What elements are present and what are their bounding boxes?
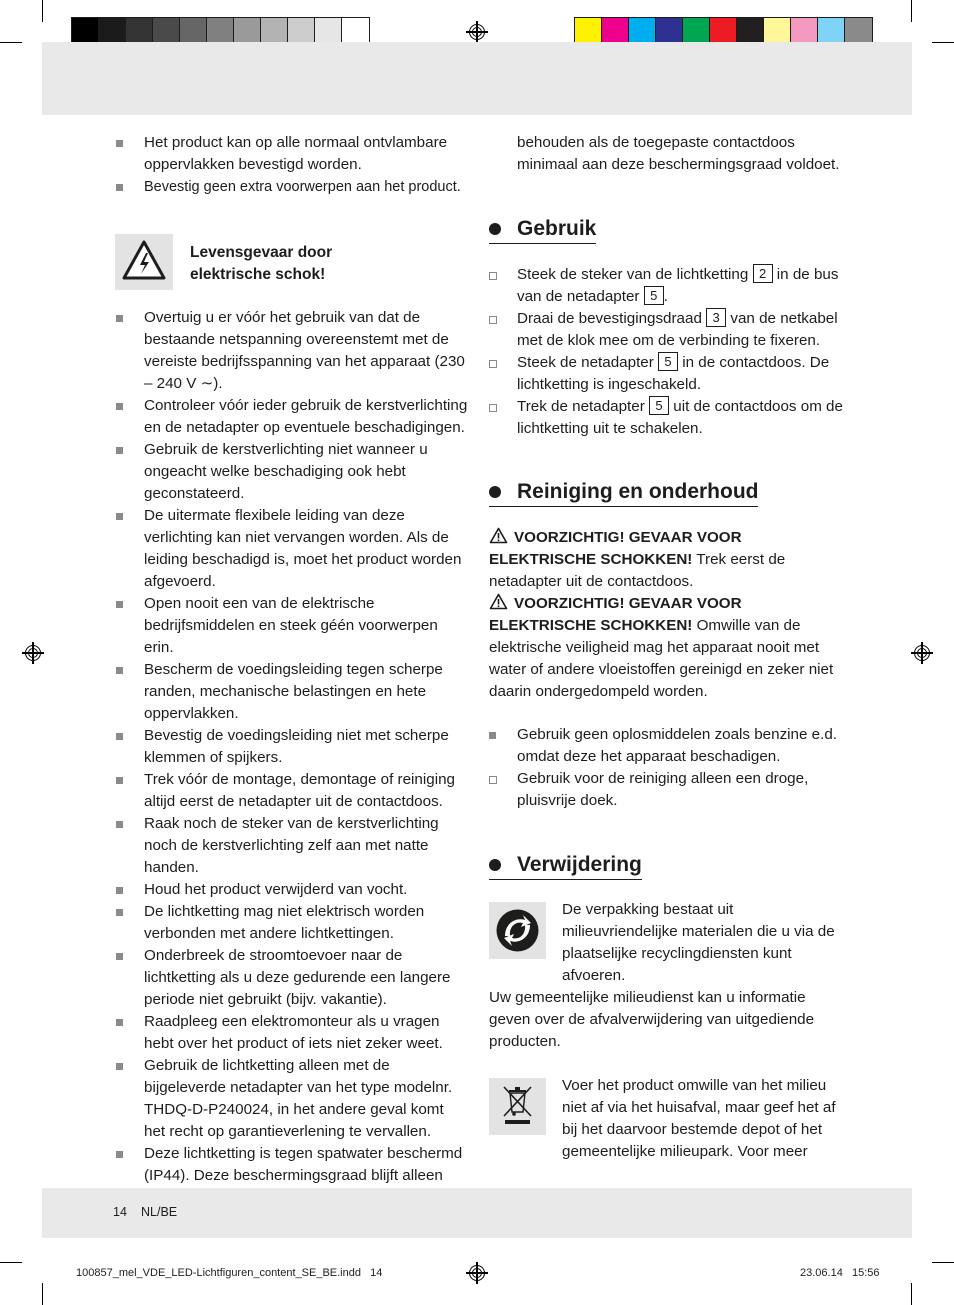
print-date-time: 23.06.14 15:56 [800, 1267, 880, 1279]
warning-title: Levensgevaar door elektrische schok! [190, 244, 333, 283]
gebruik-steps [489, 264, 843, 440]
list-item: De uitermate flexibele leiding van deze verlichting kan niet vervangen worden. Als de leiding beschadigd is, moet het product worden afgevoerd. [116, 505, 468, 593]
grayscale-swatch [315, 18, 342, 45]
process-color-swatch [710, 18, 737, 45]
list-item: Gebruik de lichtketting alleen met de bijgeleverde netadapter van het type modelnr. THDQ-D-P240024, in het andere geval komt het recht op garantieverlening te vervallen. [116, 1055, 468, 1143]
grayscale-swatch [99, 18, 126, 45]
process-color-swatch [602, 18, 629, 45]
warning-icon-box [115, 234, 173, 290]
list-item: Trek vóór de montage, demontage of reiniging altijd eerst de netadapter uit de contactdoos. [116, 769, 468, 813]
crossed-out-wheelie-bin-icon [489, 1078, 546, 1135]
process-color-swatch [683, 18, 710, 45]
grayscale-swatch [153, 18, 180, 45]
crop-mark [42, 1283, 43, 1305]
list-item: Bescherm de voedingsleiding tegen scherpe randen, mechanische belastingen en hete oppervlakken. [116, 659, 468, 725]
step-item: Gebruik voor de reiniging alleen een droge, pluisvrije doek. [489, 768, 843, 812]
part-number: 5 [649, 396, 669, 415]
grayscale-swatch [72, 18, 99, 45]
list-item: Gebruik geen oplosmiddelen zoals benzine e.d. omdat deze het apparaat beschadigen. [489, 724, 843, 768]
crop-mark [42, 0, 43, 22]
section-heading-gebruik: Gebruik [489, 216, 596, 244]
process-color-swatch [764, 18, 791, 45]
reiniging-warnings [489, 527, 841, 703]
list-item: Overtuig u er vóór het gebruik van dat de bestaande netspanning overeenstemt met de vereiste bedrijfsspanning van het apparaat (230 – 240 V ∼). [116, 307, 468, 395]
list-item: Bevestig de voedingsleiding niet met scherpe klemmen of spijkers. [116, 725, 468, 769]
registration-mark-bottom [466, 1262, 488, 1284]
page-number: 14 [113, 1205, 127, 1219]
crop-mark [932, 42, 954, 43]
crop-mark [0, 42, 22, 43]
left-column-intro [116, 132, 468, 198]
grayscale-swatch [207, 18, 234, 45]
crop-mark [911, 1283, 912, 1305]
list-item: Gebruik de kerstverlichting niet wanneer u ongeacht welke beschadiging ook hebt geconstateerd. [116, 439, 468, 505]
grayscale-swatch [126, 18, 153, 45]
section-heading-reiniging: Reiniging en onderhoud [489, 479, 758, 507]
registration-mark-right [911, 642, 933, 664]
process-color-swatch [818, 18, 845, 45]
caution-triangle-icon [489, 527, 508, 544]
caution-paragraph: VOORZICHTIG! GEVAAR VOOR ELEKTRISCHE SCHOKKEN! Omwille van de elektrische veiligheid mag het apparaat nooit met water of andere vloeistoffen gereinigd en zeker niet daarin ondergedompeld worden. [489, 595, 834, 700]
left-column-safety-list [116, 307, 468, 1187]
caution-triangle-icon [489, 593, 508, 610]
process-color-swatch [845, 18, 872, 45]
municipal-text: Uw gemeentelijke milieudienst kan u informatie geven over de afvalverwijdering van uitgediende producten. [489, 989, 815, 1050]
crop-mark [932, 1262, 954, 1263]
recycling-icon-box [489, 902, 546, 959]
step-item: Steek de netadapter 5 in de contactdoos. De lichtketting is ingeschakeld. [489, 352, 843, 396]
product-disposal-text: Voer het product omwille van het milieu niet af via het huisafval, maar geef het af bij het daarvoor bestemde depot of het gemeentelijke milieupark. Voor meer [562, 1077, 836, 1160]
list-item: Deze lichtketting is tegen spatwater beschermd (IP44). Deze beschermingsgraad blijft alleen [116, 1143, 468, 1187]
grayscale-swatch [342, 18, 369, 45]
process-color-swatch [737, 18, 764, 45]
right-column-continuation: behouden als de toegepaste contactdoos minimaal aan deze beschermingsgraad voldoet. [517, 134, 840, 173]
grayscale-swatch [180, 18, 207, 45]
crop-mark [0, 1262, 22, 1263]
packaging-text: De verpakking bestaat uit milieuvriendelijke materialen die u via de plaatselijke recyclingdiensten kunt afvoeren. [562, 901, 835, 984]
list-item: Het product kan op alle normaal ontvlambare oppervlakken bevestigd worden. [116, 132, 468, 176]
step-item: Draai de bevestigingsdraad 3 van de netkabel met de klok mee om de verbinding te fixeren. [489, 308, 843, 352]
reiniging-list [489, 724, 843, 812]
file-name: 100857_mel_VDE_LED-Lichtfiguren_content_SE_BE.indd 14 [76, 1267, 383, 1279]
part-number: 5 [644, 286, 664, 305]
registration-mark-top [466, 21, 488, 43]
grayscale-swatch [288, 18, 315, 45]
grayscale-swatch [261, 18, 288, 45]
list-item: De lichtketting mag niet elektrisch worden verbonden met andere lichtkettingen. [116, 901, 468, 945]
step-item: Trek de netadapter 5 uit de contactdoos om de lichtketting uit te schakelen. [489, 396, 843, 440]
list-item: Open nooit een van de elektrische bedrijfsmiddelen en steek géén voorwerpen erin. [116, 593, 468, 659]
list-item: Bevestig geen extra voorwerpen aan het product. [116, 176, 468, 198]
weee-icon-box [489, 1078, 546, 1135]
part-number: 5 [658, 352, 678, 371]
green-dot-recycling-icon [489, 902, 546, 959]
process-color-swatch [575, 18, 602, 45]
list-item: Controleer vóór ieder gebruik de kerstverlichting en de netadapter op eventuele beschadigingen. [116, 395, 468, 439]
list-item: Raadpleeg een elektromonteur als u vragen hebt over het product of iets niet zeker weet. [116, 1011, 468, 1055]
process-color-swatch [791, 18, 818, 45]
locale-label: NL/BE [141, 1205, 178, 1219]
list-item: Raak noch de steker van de kerstverlichting noch de kerstverlichting zelf aan met natte handen. [116, 813, 468, 879]
caution-paragraph: VOORZICHTIG! GEVAAR VOOR ELEKTRISCHE SCHOKKEN! Trek eerst de netadapter uit de contactdoos. [489, 529, 786, 590]
electric-shock-warning-icon [115, 234, 173, 290]
header-band [42, 42, 912, 115]
process-color-swatch [656, 18, 683, 45]
part-number: 2 [753, 264, 773, 283]
crop-mark [911, 0, 912, 22]
part-number: 3 [706, 308, 726, 327]
registration-mark-left [22, 642, 44, 664]
list-item: Houd het product verwijderd van vocht. [116, 879, 468, 901]
list-item: Onderbreek de stroomtoevoer naar de lichtketting als u deze gedurende een langere periode niet gebruikt (bijv. vakantie). [116, 945, 468, 1011]
step-item: Steek de steker van de lichtketting 2 in de bus van de netadapter 5 . [489, 264, 843, 308]
section-heading-verwijdering: Verwijdering [489, 852, 642, 880]
process-color-swatch [629, 18, 656, 45]
grayscale-swatch [234, 18, 261, 45]
